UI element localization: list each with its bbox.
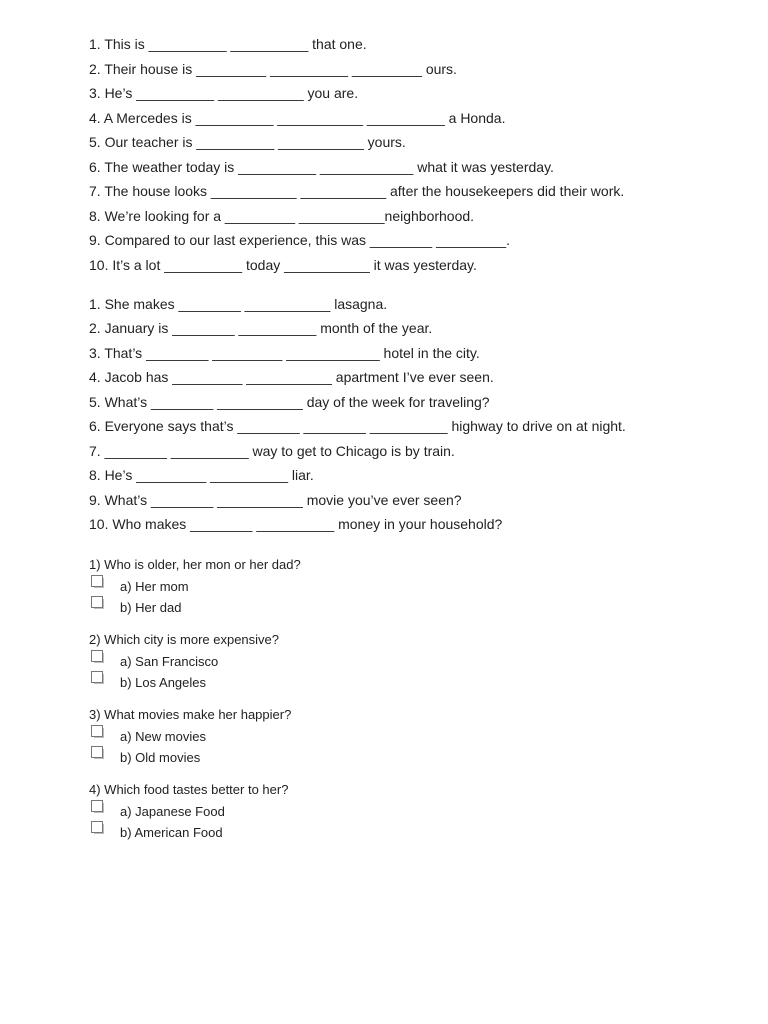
- answer-option[interactable]: [89, 672, 689, 693]
- exercise-line: 10. Who makes ________ __________ money in your household?: [89, 516, 503, 532]
- quiz-question: [89, 707, 689, 768]
- fill-in-section-1: [89, 36, 689, 273]
- exercise-line: 3. That’s ________ _________ ____________ hotel in the city.: [89, 344, 480, 361]
- answer-option[interactable]: [89, 747, 689, 768]
- exercise-line: 2. Their house is _________ __________ _________ ours.: [89, 60, 457, 77]
- exercise-line: 4. Jacob has _________ ___________ apartment I’ve ever seen.: [89, 369, 494, 385]
- exercise-line: 3. He’s __________ ___________ you are.: [89, 85, 359, 101]
- exercise-line: 5. Our teacher is __________ ___________ yours.: [89, 134, 406, 150]
- question-text: 4) Which food tastes better to her?: [89, 782, 289, 797]
- checkbox-icon[interactable]: [91, 821, 103, 833]
- answer-option[interactable]: [89, 726, 689, 747]
- exercise-line: 9. Compared to our last experience, this was ________ _________.: [89, 232, 511, 248]
- fill-in-section-2: [89, 296, 689, 533]
- quiz-question: [89, 557, 689, 618]
- answer-option[interactable]: [89, 822, 689, 843]
- checkbox-icon[interactable]: [91, 650, 103, 662]
- worksheet-page: [89, 36, 689, 857]
- answer-option[interactable]: [89, 597, 689, 618]
- exercise-line: 8. He’s _________ __________ liar.: [89, 467, 314, 483]
- exercise-line: 7. The house looks ___________ ___________ after the housekeepers did their work.: [89, 183, 625, 199]
- option-label: a) Her mom: [120, 579, 189, 594]
- checkbox-icon[interactable]: [91, 746, 103, 758]
- exercise-line: 6. The weather today is __________ ____________ what it was yesterday.: [89, 158, 554, 175]
- exercise-line: 10. It’s a lot __________ today ___________ it was yesterday.: [89, 256, 477, 273]
- answer-option[interactable]: [89, 576, 689, 597]
- option-label: b) Los Angeles: [120, 675, 207, 690]
- option-label: b) Her dad: [120, 600, 182, 615]
- exercise-line: 8. We’re looking for a _________ ___________neighborhood.: [89, 207, 475, 224]
- quiz-question: [89, 782, 689, 843]
- answer-option[interactable]: [89, 651, 689, 672]
- exercise-line: 4. A Mercedes is __________ ___________ __________ a Honda.: [89, 109, 506, 126]
- option-label: b) Old movies: [120, 750, 201, 765]
- option-label: a) San Francisco: [120, 654, 219, 669]
- exercise-line: 1. She makes ________ ___________ lasagna.: [89, 295, 388, 312]
- exercise-line: 6. Everyone says that’s ________ ________ __________ highway to drive on at night.: [89, 418, 626, 434]
- question-text: 2) Which city is more expensive?: [89, 632, 280, 647]
- checkbox-icon[interactable]: [91, 671, 103, 683]
- checkbox-icon[interactable]: [91, 575, 103, 587]
- quiz-question: [89, 632, 689, 693]
- answer-option[interactable]: [89, 801, 689, 822]
- option-label: a) Japanese Food: [120, 804, 225, 819]
- exercise-line: 9. What’s ________ ___________ movie you’ve ever seen?: [89, 491, 462, 508]
- multiple-choice-section: [89, 557, 689, 843]
- exercise-line: 7. ________ __________ way to get to Chicago is by train.: [89, 442, 455, 459]
- question-text: 3) What movies make her happier?: [89, 707, 292, 722]
- exercise-line: 5. What’s ________ ___________ day of the week for traveling?: [89, 393, 490, 410]
- option-label: b) American Food: [120, 825, 223, 840]
- option-label: a) New movies: [120, 729, 206, 744]
- question-text: 1) Who is older, her mon or her dad?: [89, 557, 301, 572]
- checkbox-icon[interactable]: [91, 725, 103, 737]
- checkbox-icon[interactable]: [91, 800, 103, 812]
- exercise-line: 1. This is __________ __________ that one.: [89, 36, 367, 52]
- checkbox-icon[interactable]: [91, 596, 103, 608]
- exercise-line: 2. January is ________ __________ month of the year.: [89, 320, 433, 336]
